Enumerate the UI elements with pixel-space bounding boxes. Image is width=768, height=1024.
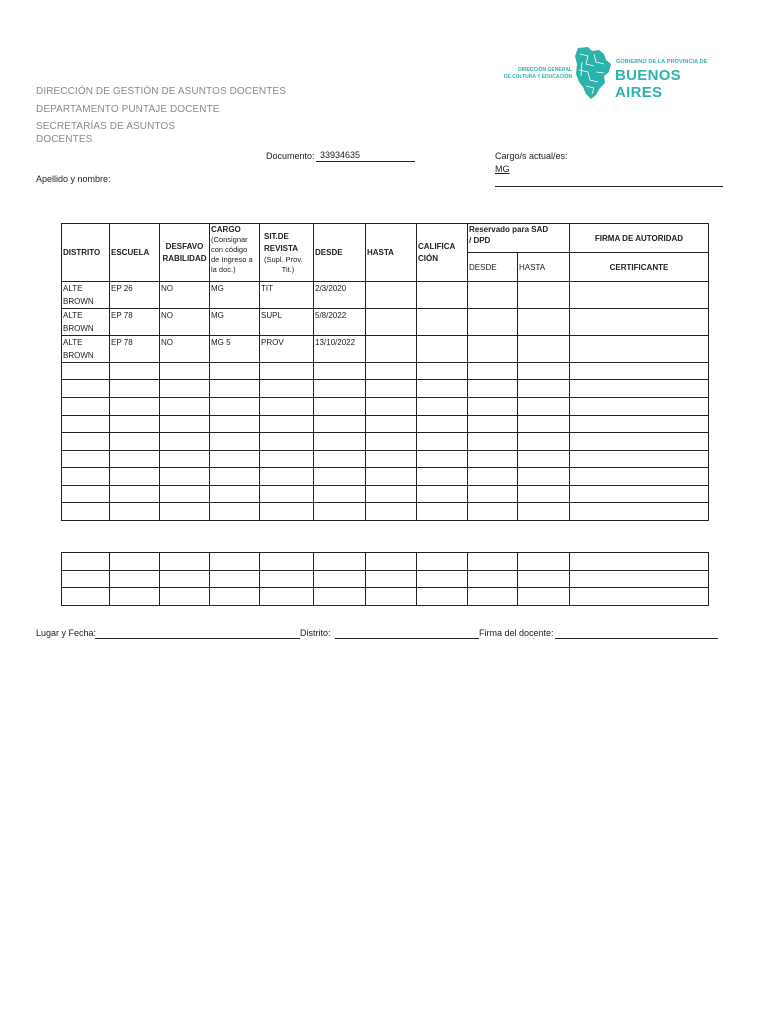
table-row[interactable]: [62, 588, 709, 606]
cell-sit-revista[interactable]: TIT: [260, 282, 314, 309]
documento-field[interactable]: 33934635: [316, 150, 415, 162]
header-calificacion: CALIFICA CIÓN: [417, 224, 468, 282]
table-row[interactable]: [62, 398, 709, 416]
header-firma-autoridad: FIRMA DE AUTORIDAD: [570, 224, 709, 253]
cell-escuela[interactable]: EP 78: [110, 309, 160, 336]
table-row[interactable]: [62, 380, 709, 398]
cell-calificacion[interactable]: [417, 309, 468, 336]
documento-label: Documento:: [266, 151, 315, 161]
header-cargo: CARGO (Consignar con código de Ingreso a la doc.): [210, 224, 260, 282]
header-direccion: DIRECCIÓN DE GESTIÓN DE ASUNTOS DOCENTES: [36, 86, 286, 97]
cell-res-desde[interactable]: [468, 309, 518, 336]
logo-gobierno: GOBIERNO DE LA PROVINCIA DE: [616, 59, 708, 65]
header-res-hasta: HASTA: [518, 253, 570, 282]
cell-res-desde[interactable]: [468, 282, 518, 309]
cell-hasta[interactable]: [366, 309, 417, 336]
header-desde: DESDE: [314, 224, 366, 282]
cargo-value: MG: [495, 164, 510, 174]
header-escuela: ESCUELA: [110, 224, 160, 282]
government-logo: [494, 46, 724, 102]
header-sit-revista: SIT.DE REVISTA (Supl. Prov. Tit.): [260, 224, 314, 282]
cell-calificacion[interactable]: [417, 336, 468, 363]
table-row[interactable]: [62, 416, 709, 433]
cell-desfavorabilidad[interactable]: NO: [160, 336, 210, 363]
table-row[interactable]: [62, 486, 709, 503]
table-row[interactable]: [62, 451, 709, 468]
antecedentes-table: [61, 223, 709, 521]
table-row[interactable]: [62, 468, 709, 486]
header-desfavorabilidad: DESFAVO RABILIDAD: [160, 224, 210, 282]
cell-cargo[interactable]: MG 5: [210, 336, 260, 363]
cargo-field-line[interactable]: [495, 186, 723, 187]
cell-res-desde[interactable]: [468, 336, 518, 363]
province-map-icon: [574, 46, 612, 100]
firma-docente-label: Firma del docente:: [479, 628, 554, 638]
cell-firma[interactable]: [570, 336, 709, 363]
header-departamento: DEPARTAMENTO PUNTAJE DOCENTE: [36, 104, 220, 115]
header-reservado: Reservado para SAD / DPD: [468, 224, 570, 253]
firma-docente-field[interactable]: [555, 638, 718, 639]
cell-res-hasta[interactable]: [518, 282, 570, 309]
lugar-fecha-label: Lugar y Fecha:: [36, 628, 97, 638]
cell-firma[interactable]: [570, 282, 709, 309]
lugar-fecha-field[interactable]: [95, 638, 300, 639]
cell-res-hasta[interactable]: [518, 309, 570, 336]
logo-buenos-aires: BUENOS AIRES: [615, 67, 681, 101]
cell-distrito[interactable]: ALTE BROWN: [62, 282, 110, 309]
cell-hasta[interactable]: [366, 336, 417, 363]
cell-res-hasta[interactable]: [518, 336, 570, 363]
cell-escuela[interactable]: EP 26: [110, 282, 160, 309]
table-row[interactable]: [62, 571, 709, 588]
header-secretarias: SECRETARÍAS DE ASUNTOS: [36, 121, 176, 132]
header-res-desde: DESDE: [468, 253, 518, 282]
table-row[interactable]: [62, 553, 709, 571]
distrito-label: Distrito:: [300, 628, 331, 638]
header-hasta: HASTA: [366, 224, 417, 282]
cargo-label: Cargo/s actual/es:: [495, 151, 568, 161]
cell-sit-revista[interactable]: SUPL: [260, 309, 314, 336]
header-certificante: CERTIFICANTE: [570, 253, 709, 282]
header-distrito: DISTRITO: [62, 224, 110, 282]
table-row: [62, 282, 709, 309]
cell-desfavorabilidad[interactable]: NO: [160, 282, 210, 309]
cell-desde[interactable]: 2/3/2020: [314, 282, 366, 309]
cell-distrito[interactable]: ALTE BROWN: [62, 336, 110, 363]
distrito-field[interactable]: [335, 638, 479, 639]
cell-escuela[interactable]: EP 78: [110, 336, 160, 363]
secondary-table: [61, 552, 709, 606]
table-row[interactable]: [62, 363, 709, 380]
cell-cargo[interactable]: MG: [210, 309, 260, 336]
header-docentes: DOCENTES: [36, 134, 93, 145]
cell-calificacion[interactable]: [417, 282, 468, 309]
cell-desde[interactable]: 5/8/2022: [314, 309, 366, 336]
cell-desde[interactable]: 13/10/2022: [314, 336, 366, 363]
table-row[interactable]: [62, 433, 709, 451]
table-row[interactable]: [62, 503, 709, 521]
logo-direccion: DIRECCIÓN GENERAL DE CULTURA Y EDUCACIÓN: [503, 67, 572, 80]
cell-sit-revista[interactable]: PROV: [260, 336, 314, 363]
cell-cargo[interactable]: MG: [210, 282, 260, 309]
cell-distrito[interactable]: ALTE BROWN: [62, 309, 110, 336]
cell-desfavorabilidad[interactable]: NO: [160, 309, 210, 336]
cell-firma[interactable]: [570, 309, 709, 336]
table-row: [62, 309, 709, 336]
cell-hasta[interactable]: [366, 282, 417, 309]
apellido-label: Apellido y nombre:: [36, 174, 111, 184]
table-row: [62, 336, 709, 363]
